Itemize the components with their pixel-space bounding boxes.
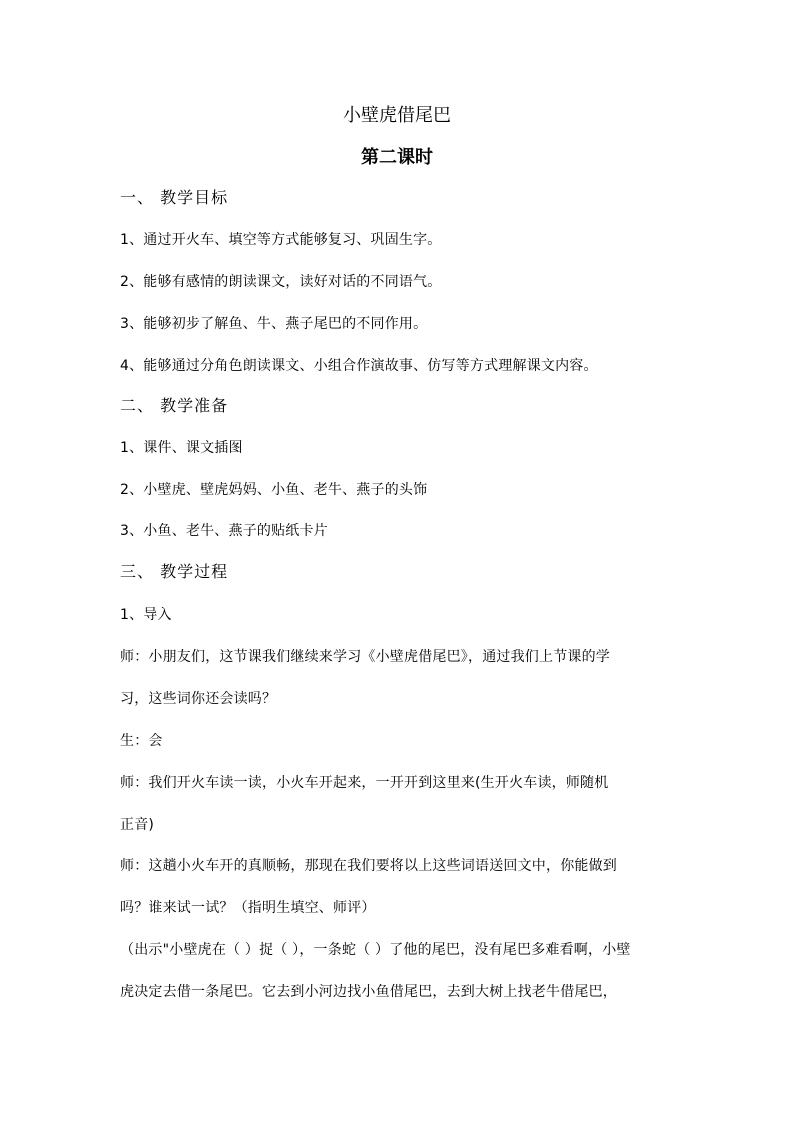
paragraph-line: 师：这趟小火车开的真顺畅，那现在我们要将以上这些词语送回文中，你能做到 [120,858,617,874]
paragraph-line: 3、小鱼、老牛、燕子的贴纸卡片 [120,523,328,539]
paragraph-line: （出示"小壁虎在（ ）捉（ ），一条蛇（ ）了他的尾巴，没有尾巴多难看啊，小壁 [120,942,631,958]
paragraph-line: 吗？谁来试一试？（指明生填空、师评） [120,900,376,916]
paragraph-line: 师：我们开火车读一读，小火车开起来，一开开到这里来(生开火车读，师随机 [120,775,609,791]
section-heading-preparation: 二、 教学准备 [120,396,229,415]
paragraph-line: 4、能够通过分角色朗读课文、小组合作演故事、仿写等方式理解课文内容。 [120,358,598,374]
section-heading-goals: 一、 教学目标 [120,188,229,207]
paragraph-line: 生：会 [120,733,163,749]
paragraph-line: 1、课件、课文插图 [120,440,243,456]
document-title: 小壁虎借尾巴 [343,105,451,126]
paragraph-line: 正音) [120,817,155,833]
paragraph-line: 1、通过开火车、填空等方式能够复习、巩固生字。 [120,232,442,248]
paragraph-line: 1、导入 [120,607,172,623]
paragraph-line: 师：小朋友们，这节课我们继续来学习《小壁虎借尾巴》，通过我们上节课的学 [120,649,610,665]
paragraph-line: 虎决定去借一条尾巴。它去到小河边找小鱼借尾巴，去到大树上找老牛借尾巴， [120,984,617,1000]
paragraph-line: 2、小壁虎、壁虎妈妈、小鱼、老牛、燕子的头饰 [120,482,428,498]
paragraph-line: 习，这些词你还会读吗？ [120,691,277,707]
paragraph-line: 3、能够初步了解鱼、牛、燕子尾巴的不同作用。 [120,316,428,332]
paragraph-line: 2、能够有感情的朗读课文，读好对话的不同语气。 [120,274,442,290]
section-heading-process: 三、 教学过程 [120,562,229,581]
document-subtitle: 第二课时 [361,147,433,168]
